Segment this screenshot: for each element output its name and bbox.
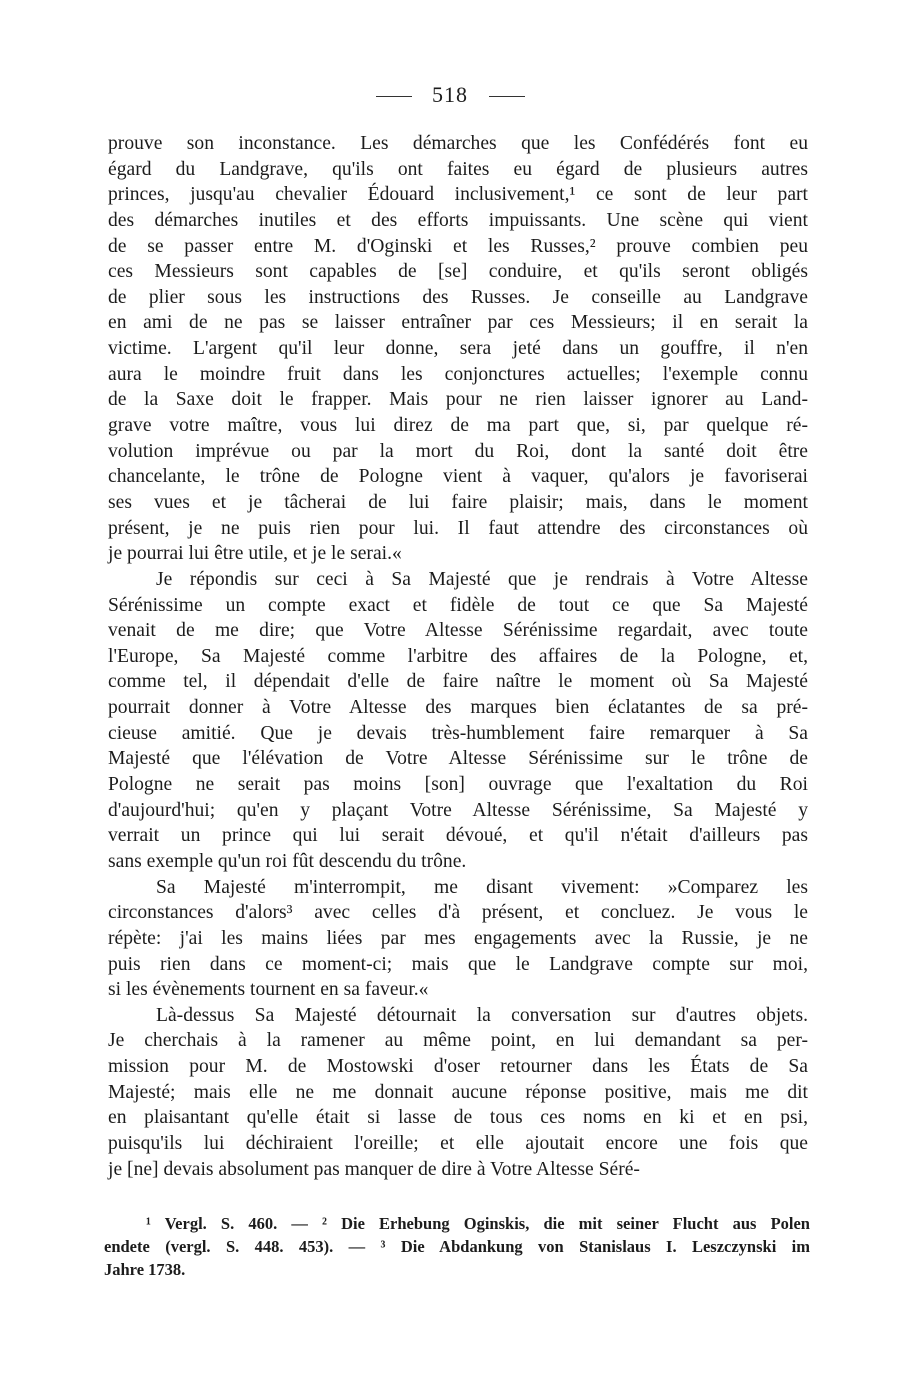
footnotes bbox=[104, 1212, 810, 1281]
paragraph-2-line: Majesté que l'élévation de Votre Altesse Sérénissime sur le trône de bbox=[108, 748, 808, 770]
header-right-rule bbox=[489, 96, 525, 97]
paragraph-1-line: de la Saxe doit le frapper. Mais pour ne rien laisser ignorer au Land- bbox=[108, 389, 808, 411]
paragraph-2-line: verrait un prince qui lui serait dévoué, et qu'il n'était d'ailleurs pas bbox=[108, 825, 808, 847]
paragraph-4-line: puisqu'ils lui déchiraient l'oreille; et elle ajoutait encore une fois que bbox=[108, 1132, 808, 1154]
page-header bbox=[0, 82, 900, 108]
paragraph-1-line: princes, jusqu'au chevalier Édouard inclusivement,¹ ce sont de leur part bbox=[108, 184, 808, 206]
paragraph-3-line: si les évènements tournent en sa faveur.« bbox=[108, 979, 429, 1001]
paragraph-4-line: Je cherchais à la ramener au même point, en lui demandant sa per- bbox=[108, 1030, 808, 1052]
paragraph-3-line: puis rien dans ce moment-ci; mais que le Landgrave compte sur moi, bbox=[108, 953, 808, 975]
paragraph-1-line: présent, je ne puis rien pour lui. Il faut attendre des circonstances où bbox=[108, 517, 808, 539]
paragraph-1-line: victime. L'argent qu'il leur donne, sera jeté dans un gouffre, il n'en bbox=[108, 338, 808, 360]
paragraph-2-line: d'aujourd'hui; qu'en y plaçant Votre Altesse Sérénissime, Sa Majesté y bbox=[108, 799, 808, 821]
paragraph-4-line: je [ne] devais absolument pas manquer de dire à Votre Altesse Séré- bbox=[108, 1158, 640, 1180]
paragraph-3-line: circonstances d'alors³ avec celles d'à présent, et concluez. Je vous le bbox=[108, 902, 808, 924]
paragraph-1-line: des démarches inutiles et des efforts impuissants. Une scène qui vient bbox=[108, 209, 808, 231]
paragraph-3-line: répète: j'ai les mains liées par mes engagements avec la Russie, je ne bbox=[108, 927, 808, 949]
paragraph-1-line: de plier sous les instructions des Russes. Je conseille au Landgrave bbox=[108, 286, 808, 308]
header-left-rule bbox=[376, 96, 412, 97]
page-number: 518 bbox=[432, 82, 468, 107]
paragraph-2-line: Pologne ne serait pas moins [son] ouvrage que l'exaltation du Roi bbox=[108, 774, 808, 796]
paragraph-2-line: sans exemple qu'un roi fût descendu du trône. bbox=[108, 850, 467, 872]
paragraph-2-line: venait de me dire; que Votre Altesse Sérénissime regardait, avec toute bbox=[108, 620, 808, 642]
paragraph-2-line: Sérénissime un compte exact et fidèle de tout ce que Sa Majesté bbox=[108, 594, 808, 616]
paragraph-3-line: Sa Majesté m'interrompit, me disant vivement: »Comparez les bbox=[156, 876, 808, 898]
paragraph-1-line: aura le moindre fruit dans les conjonctures actuelles; l'exemple connu bbox=[108, 363, 808, 385]
paragraph-2-line: pourrait donner à Votre Altesse des marques bien éclatantes de sa pré- bbox=[108, 697, 808, 719]
paragraph-1-line: ses vues et je tâcherai de lui faire plaisir; mais, dans le moment bbox=[108, 491, 808, 513]
body-text bbox=[108, 131, 808, 1182]
paragraph-1-line: grave votre maître, vous lui direz de ma part que, si, par quelque ré- bbox=[108, 415, 808, 437]
paragraph-1-line: en ami de ne pas se laisser entraîner par ces Messieurs; il en serait la bbox=[108, 312, 808, 334]
paragraph-4-line: Majesté; mais elle ne me donnait aucune réponse positive, mais me dit bbox=[108, 1081, 808, 1103]
paragraph-4-line: en plaisantant qu'elle était si lasse de tous ces noms en ki et en psi, bbox=[108, 1107, 808, 1129]
paragraph-1-line: de se passer entre M. d'Oginski et les Russes,² prouve combien peu bbox=[108, 235, 808, 257]
footnote-line: endete (vergl. S. 448. 453). — ³ Die Abdankung von Stanislaus I. Leszczynski im bbox=[104, 1237, 810, 1256]
paragraph-2-line: l'Europe, Sa Majesté comme l'arbitre des affaires de la Pologne, et, bbox=[108, 645, 808, 667]
paragraph-1-line: ces Messieurs sont capables de [se] conduire, et qu'ils seront obligés bbox=[108, 261, 808, 283]
paragraph-4-line: mission pour M. de Mostowski d'oser retourner dans les États de Sa bbox=[108, 1056, 808, 1078]
paragraph-4-line: Là-dessus Sa Majesté détournait la conversation sur d'autres objets. bbox=[156, 1004, 808, 1026]
paragraph-2-line: Je répondis sur ceci à Sa Majesté que je rendrais à Votre Altesse bbox=[156, 568, 808, 590]
paragraph-2-line: cieuse amitié. Que je devais très-humblement faire remarquer à Sa bbox=[108, 722, 808, 744]
footnote-line: Jahre 1738. bbox=[104, 1260, 186, 1279]
paragraph-1-line: prouve son inconstance. Les démarches que les Confédérés font eu bbox=[108, 133, 808, 154]
paragraph-2-line: comme tel, il dépendait d'elle de faire naître le moment où Sa Majesté bbox=[108, 671, 808, 693]
paragraph-1-line: égard du Landgrave, qu'ils ont faites eu égard de plusieurs autres bbox=[108, 158, 808, 180]
footnote-line: ¹ Vergl. S. 460. — ² Die Erhebung Oginskis, die mit seiner Flucht aus Polen bbox=[146, 1214, 810, 1233]
paragraph-1-line: chancelante, le trône de Pologne vient à vaquer, qu'alors je favoriserai bbox=[108, 466, 808, 488]
paragraph-1-line: je pourrai lui être utile, et je le serai.« bbox=[108, 543, 402, 565]
paragraph-1-line: volution imprévue ou par la mort du Roi, dont la santé doit être bbox=[108, 440, 808, 462]
